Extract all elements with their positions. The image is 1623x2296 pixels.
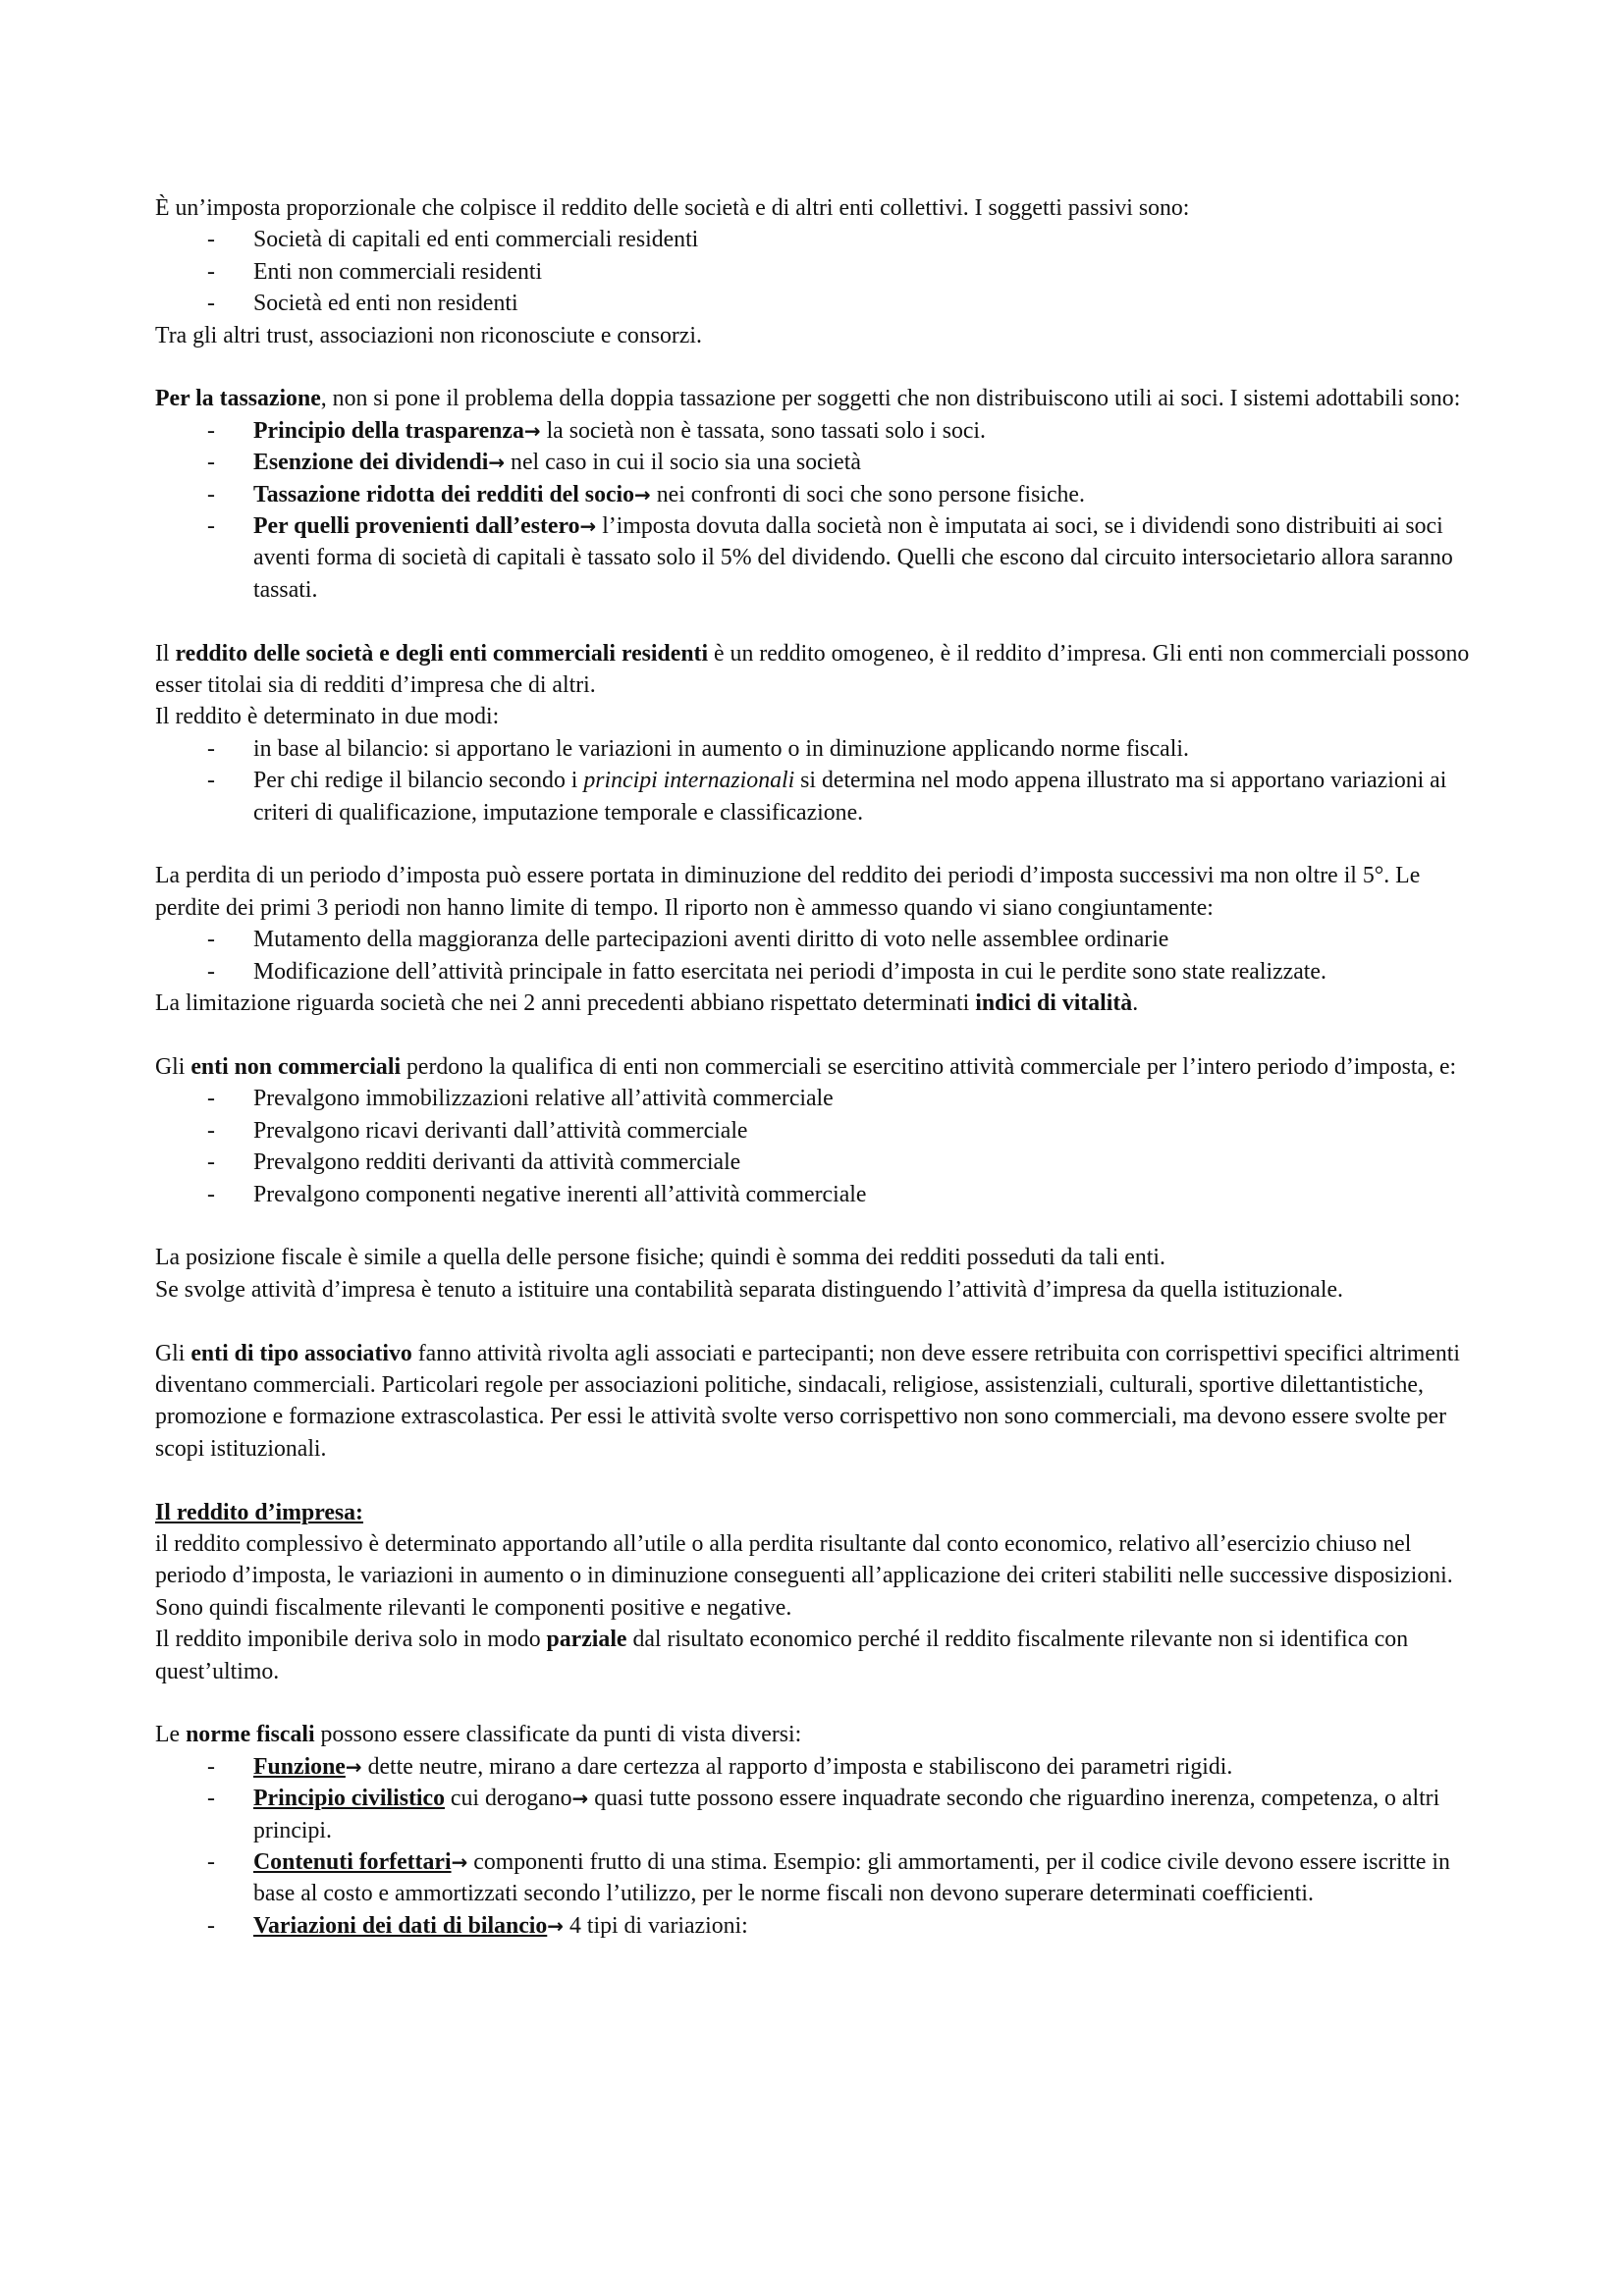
arrow-right-icon: → [571, 1787, 589, 1811]
list-item: - Per quelli provenienti dall’estero→ l’imposta dovuta dalla società non è imputata ai soci, se i dividendi sono distribuiti ai soci aventi forma di società di capitali è tassato solo il 5% del dividendo. Quelli che escono dal circuito intersocietario allora saranno tassati. [207, 513, 1453, 603]
posizione-fiscale-line: La posizione fiscale è simile a quella delle persone fisiche; quindi è somma dei redditi posseduti da tali enti. [155, 1245, 1165, 1271]
prevalgono-list [155, 1083, 1476, 1210]
arrow-right-icon: → [451, 1850, 468, 1874]
list-item: - Tassazione ridotta dei redditi del socio→ nei confronti di soci che sono persone fisiche. [207, 481, 1085, 507]
list-item: - Per chi redige il bilancio secondo i principi internazionali si determina nel modo appena illustrato ma si apportano variazioni ai criteri di qualificazione, imputazione temporale e classificazione. [207, 768, 1447, 826]
arrow-right-icon: → [488, 451, 506, 475]
norme-list [155, 1751, 1476, 1942]
perdita-paragraph: La perdita di un periodo d’imposta può essere portata in diminuzione del reddito dei periodi d’imposta successivi ma non oltre il 5°. Le perdite dei primi 3 periodi non hanno limite di tempo. Il riporto non è ammesso quando vi siano congiuntamente: [155, 863, 1421, 921]
enti-associativi-paragraph: Gli enti di tipo associativo fanno attività rivolta agli associati e partecipanti; non deve essere retribuita con corrispettivi specifici altrimenti diventano commerciali. Particolari regole per associazioni politiche, sindacali, religiose, assistenziali, culturali, sportive dilettantistiche, promozione e formazione extrascolastica. Per essi le attività svolte verso corrispettivo non sono commerciali, ma devono essere svolte per scopi istituzionali. [155, 1340, 1460, 1462]
list-item: - Prevalgono ricavi derivanti dall’attività commerciale [207, 1117, 748, 1144]
attivita-impresa-line: Se svolge attività d’impresa è tenuto a istituire una contabilità separata distinguendo l’attività d’impresa da quella istituzionale. [155, 1276, 1343, 1303]
list-item: - Prevalgono componenti negative inerenti all’attività commerciale [207, 1181, 867, 1207]
arrow-right-icon: → [634, 482, 651, 507]
list-item: - Società ed enti non residenti [207, 291, 518, 317]
norme-fiscali-paragraph: Le norme fiscali possono essere classificate da punti di vista diversi: [155, 1722, 802, 1748]
list-item: - Principio civilistico cui derogano→ quasi tutte possono essere inquadrate secondo che riguardino inerenza, competenza, o altri principi. [207, 1786, 1440, 1843]
reddito-societa-paragraph: Il reddito delle società e degli enti commerciali residenti è un reddito omogeneo, è il reddito d’impresa. Gli enti non commerciali possono esser titolai sia di redditi d’impresa che di altri. [155, 640, 1470, 699]
section-heading: Il reddito d’impresa: [155, 1499, 363, 1525]
list-item: - Funzione→ dette neutre, mirano a dare certezza al rapporto d’imposta e stabiliscono dei parametri rigidi. [207, 1753, 1233, 1780]
reddito-determinato-line: Il reddito è determinato in due modi: [155, 704, 500, 730]
arrow-right-icon: → [547, 1913, 565, 1938]
list-item: - Modificazione dell’attività principale in fatto esercitata nei periodi d’imposta in cui le perdite sono state realizzate. [207, 958, 1326, 985]
list-item: - Prevalgono immobilizzazioni relative all’attività commerciale [207, 1086, 834, 1112]
sistemi-list [155, 415, 1476, 606]
list-item: - Mutamento della maggioranza delle partecipazioni aventi diritto di voto nelle assemblee ordinarie [207, 927, 1169, 953]
modi-list [155, 733, 1476, 828]
enti-non-commerciali-paragraph: Gli enti non commerciali perdono la qualifica di enti non commerciali se esercitino attività commerciale per l’intero periodo d’imposta, e: [155, 1053, 1457, 1080]
tassazione-paragraph: Per la tassazione, non si pone il problema della doppia tassazione per soggetti che non distribuiscono utili ai soci. I sistemi adottabili sono: [155, 386, 1461, 412]
list-item: - Esenzione dei dividendi→ nel caso in cui il socio sia una società [207, 450, 861, 476]
list-item: - Prevalgono redditi derivanti da attività commerciale [207, 1149, 741, 1176]
list-item: - Contenuti forfettari→ componenti frutto di una stima. Esempio: gli ammortamenti, per il codice civile devono essere iscritte in base al costo e ammortizzati secondo l’utilizzo, per le norme fiscali non devono superare determinati coefficienti. [207, 1849, 1450, 1907]
list-item: - Enti non commerciali residenti [207, 258, 543, 285]
arrow-right-icon: → [523, 418, 541, 443]
list-item: - Principio della trasparenza→ la società non è tassata, sono tassati solo i soci. [207, 417, 986, 444]
riporto-list [155, 924, 1476, 988]
document-page [155, 192, 1476, 1942]
intro-paragraph: È un’imposta proporzionale che colpisce il reddito delle società e di altri enti collettivi. I soggetti passivi sono: [155, 195, 1190, 221]
arrow-right-icon: → [345, 1754, 362, 1779]
reddito-imponibile-paragraph: Il reddito imponibile deriva solo in modo parziale dal risultato economico perché il reddito fiscalmente rilevante non si identifica con quest’ultimo. [155, 1627, 1409, 1684]
intro-after: Tra gli altri trust, associazioni non riconosciute e consorzi. [155, 322, 702, 348]
list-item: - in base al bilancio: si apportano le variazioni in aumento o in diminuzione applicando norme fiscali. [207, 735, 1189, 762]
reddito-impresa-paragraph: il reddito complessivo è determinato apportando all’utile o alla perdita risultante dal conto economico, relativo all’esercizio chiuso nel periodo d’imposta, le variazioni in aumento o in diminuzione conseguenti all’applicazione dei criteri stabiliti nelle successive disposizioni. Sono quindi fiscalmente rilevanti le componenti positive e negative. [155, 1530, 1453, 1621]
soggetti-passivi-list [155, 224, 1476, 319]
limitazione-line: La limitazione riguarda società che nei 2 anni precedenti abbiano rispettato determinati indici di vitalità. [155, 990, 1139, 1017]
arrow-right-icon: → [579, 514, 597, 539]
list-item: - Società di capitali ed enti commerciali residenti [207, 227, 699, 253]
list-item: - Variazioni dei dati di bilancio→ 4 tipi di variazioni: [207, 1912, 748, 1939]
